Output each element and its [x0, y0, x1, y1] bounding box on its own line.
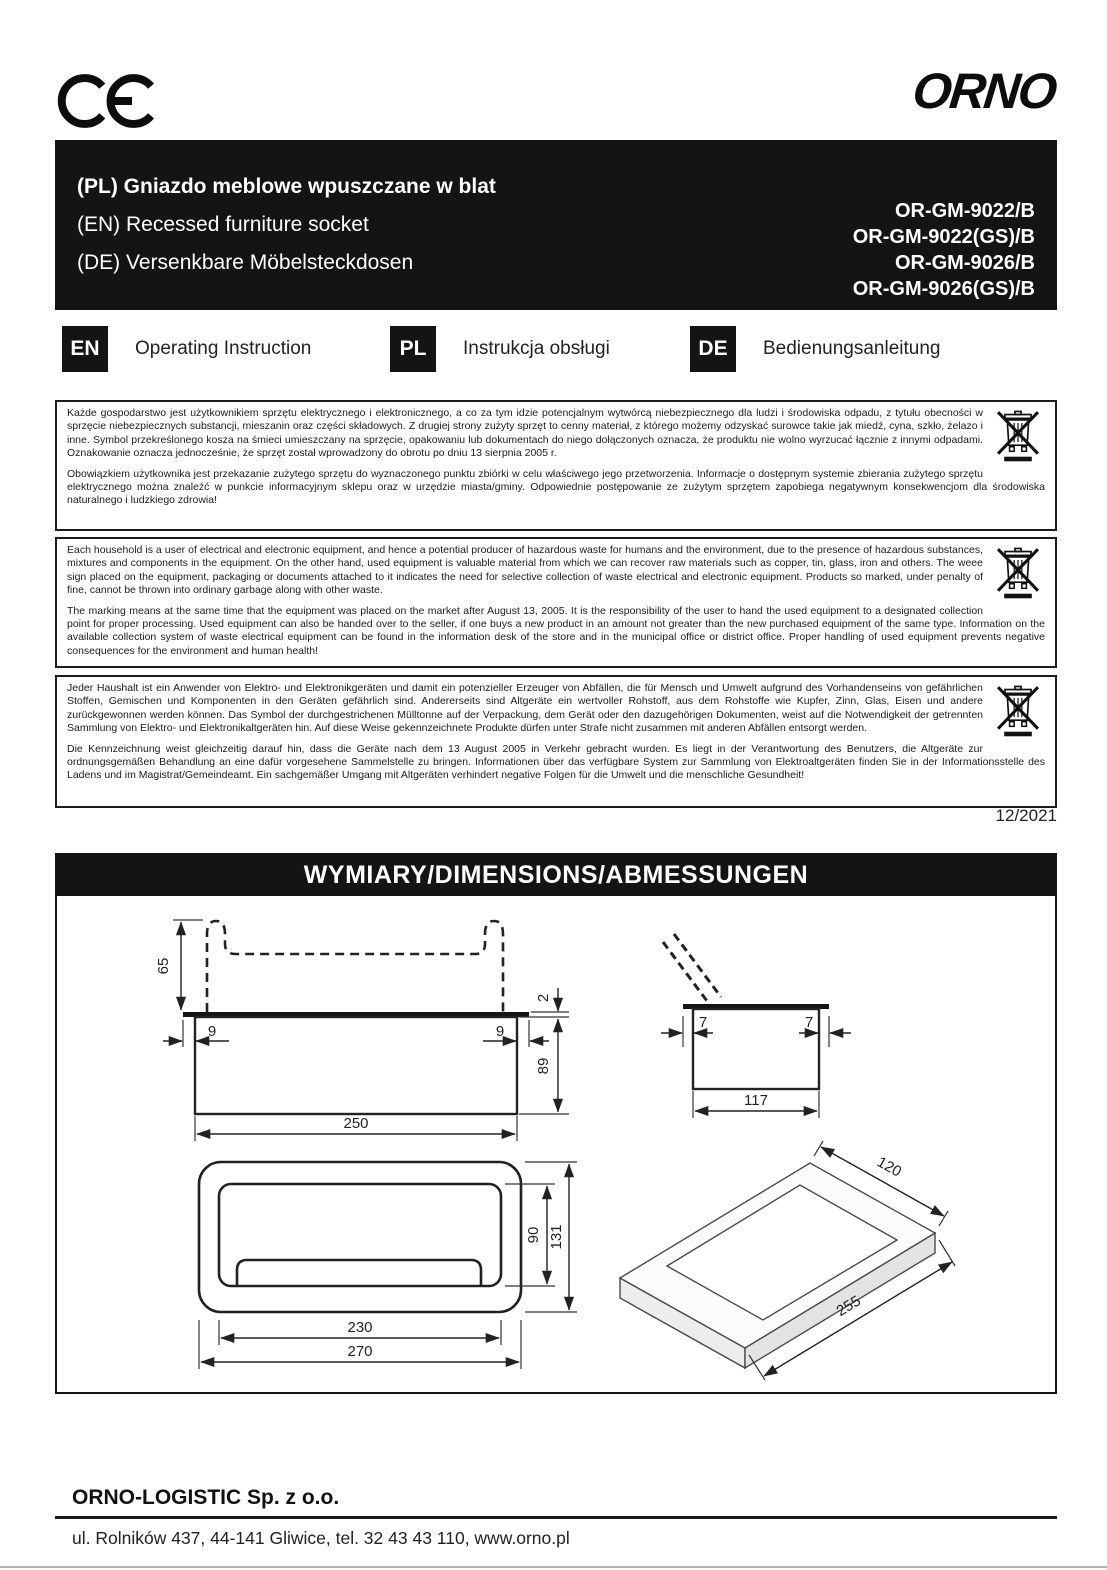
notice-paragraph: Each household is a user of electrical and electronic equipment, and hence a potential producer of hazardous waste for humans and the environment, due to the presence of hazardous substances, mixtures and components in the equipment. On the other hand, used equipment is valuable material from which we can recover raw materials such as copper, tin, glass, iron and others. The weee sign placed on the equipment, packaging or documents attached to it indicates the need for selective collection of waste electrical and electronic equipment. Products so marked, under penalty of fine, cannot be thrown into ordinary garbage along with other waste. — [67, 544, 983, 597]
end-view-drawing — [613, 906, 1043, 1146]
footer-divider — [55, 1516, 1057, 1519]
dim-label: 120 — [874, 1153, 905, 1181]
cutout-isometric-drawing — [595, 1138, 1065, 1388]
side-view-drawing — [145, 906, 605, 1146]
language-row — [55, 326, 1057, 376]
product-title-de: (DE) Versenkbare Möbelsteckdosen — [77, 251, 414, 274]
footer-address: ul. Rolników 437, 44-141 Gliwice, tel. 32 43 43 110, www.orno.pl — [72, 1528, 570, 1548]
product-title-pl: (PL) Gniazdo meblowe wpuszczane w blat — [77, 175, 496, 198]
language-item-de — [690, 326, 941, 372]
weee-crossed-bin-icon — [995, 545, 1041, 601]
top-view-drawing — [149, 1148, 599, 1391]
notice-paragraph: Każde gospodarstwo jest użytkownikiem sprzętu elektrycznego i elektronicznego, a co za tym idzie potencjalnym wytwórcą niebezpiecznego dla ludzi i środowiska odpadu, z tytułu obecności w sprzęcie niebezpiecznych substancji, mieszanin oraz części składowych. Z drugiej strony zużyty sprzęt to cenny materiał, z którego możemy odzyskać surowce takie jak miedź, cyna, szkło, żelazo i inne. Symbol przekreślonego kosza na śmieci umieszczany na sprzęcie, opakowaniu lub dokumentach do niego dołączonych oznacza, że produktu nie wolno wyrzucać łącznie z innymi odpadami. Oznakowanie oznacza jednocześnie, że sprzęt został wprowadzony do obrotu po dniu 13 sierpnia 2005 r. — [67, 407, 983, 460]
weee-notice-en — [55, 537, 1057, 668]
model-number: OR-GM-9026(GS)/B — [852, 278, 1035, 300]
dimension-drawings — [57, 896, 1055, 1390]
dim-label: 131 — [548, 1224, 565, 1250]
dim-label: 270 — [347, 1343, 373, 1360]
model-number: OR-GM-9022/B — [894, 200, 1035, 222]
weee-crossed-bin-icon — [995, 408, 1041, 464]
ce-mark-logo — [56, 70, 160, 132]
lang-label-pl: Instrukcja obsługi — [463, 338, 610, 359]
dim-label: 2 — [535, 993, 552, 1003]
model-number: OR-GM-9026/B — [894, 252, 1035, 274]
issue-date: 12/2021 — [995, 806, 1057, 825]
model-number: OR-GM-9022(GS)/B — [852, 226, 1035, 248]
dim-label: 89 — [535, 1057, 552, 1075]
dim-label: 255 — [833, 1292, 864, 1320]
dim-label: 90 — [525, 1226, 542, 1244]
lang-label-de: Bedienungsanleitung — [763, 338, 941, 359]
lang-badge-en: EN — [62, 326, 108, 372]
product-header — [55, 140, 1057, 310]
notice-paragraph: Die Kennzeichnung weist gleichzeitig darauf hin, dass die Geräte nach dem 13 August 2005 in Verkehr gebracht wurden. Es liegt in der Verantwortung des Benutzers, die Altgeräte zur ordnungsgemäßen Behandlung an eine dafür vorgesehene Sammelstelle zu bringen. Informationen über das verfügbare System zur Sammlung von Elektroaltgeräten finden Sie in der Informationsstelle des Ladens und im Magistrat/Gemeindeamt. Ein sachgemäßer Umgang mit Altgeräten verhindert negative Folgen für die Umwelt und die menschliche Gesundheit! — [67, 742, 1045, 782]
page-bottom-edge — [0, 1566, 1107, 1568]
product-title-en: (EN) Recessed furniture socket — [77, 213, 369, 236]
dim-label: 9 — [207, 1023, 217, 1040]
product-titles — [77, 168, 496, 282]
dim-label: 7 — [804, 1014, 814, 1031]
weee-crossed-bin-icon — [995, 683, 1041, 739]
notice-paragraph: Obowiązkiem użytkownika jest przekazanie zużytego sprzętu do wyznaczonego punktu zbiórki w celu właściwego jego przetworzenia. Informacje o dostępnym systemie zbierania zużytego sprzętu elektrycznego można znaleźć w punkcie informacyjnym sklepu oraz w urzędzie miasta/gminy. Odpowiednie postępowanie ze zużytym sprzętem zapobiega negatywnym konsekwencjom dla środowiska naturalnego i ludzkiego zdrowia! — [67, 467, 1045, 507]
language-item-pl — [390, 326, 610, 372]
dim-label: 7 — [698, 1014, 708, 1031]
dimensions-section — [55, 853, 1057, 1394]
notice-paragraph: The marking means at the same time that the equipment was placed on the market after August 13, 2005. It is the responsibility of the user to hand the used equipment to a designated collection point for proper processing. Used equipment can also be handed over to the seller, if one buys a new product in an amount not greater than the new purchased equipment of the same type. Information on the available collection system of waste electrical equipment can be found in the information desk of the store and in the municipal office or district office. Proper handling of used equipment prevents negative consequences for the environment and human health! — [67, 604, 1045, 657]
dim-label: 9 — [495, 1023, 505, 1040]
dim-label: 65 — [155, 957, 172, 975]
dim-label: 230 — [347, 1319, 373, 1336]
weee-notice-pl — [55, 400, 1057, 531]
dimensions-title: WYMIARY/DIMENSIONS/ABMESSUNGEN — [57, 855, 1055, 896]
model-number-list — [853, 198, 1035, 302]
orno-logo: ORNO — [910, 63, 1058, 119]
dim-label: 117 — [744, 1092, 768, 1109]
lang-badge-de: DE — [690, 326, 736, 372]
lang-label-en: Operating Instruction — [135, 338, 312, 359]
footer-company-name: ORNO-LOGISTIC Sp. z o.o. — [72, 1486, 340, 1509]
language-item-en — [62, 326, 311, 372]
notice-paragraph: Jeder Haushalt ist ein Anwender von Elektro- und Elektronikgeräten und damit ein potenzieller Erzeuger von Abfällen, die für Mensch und Umwelt aufgrund des Vorhandenseins von gefährlichen Stoffen, Gemischen und Komponenten in den Geräten gefährlich sind. Andererseits sind Altgeräte ein wertvoller Rohstoff, aus dem Rohstoffe wie Kupfer, Zinn, Glas, Eisen und andere zurückgewonnen werden können. Das Symbol der durchgestrichenen Mülltonne auf der Verpackung, dem Gerät oder den dazugehörigen Dokumenten, weist auf die Notwendigkeit der getrennten Sammlung von Elektro- und Elektronikaltgeräten hin. Auf diese Weise gekennzeichnete Produkte dürfen unter Strafe nicht zusammen mit anderen Abfällen entsorgt werden. — [67, 682, 983, 735]
dim-label: 250 — [343, 1115, 369, 1132]
lang-badge-pl: PL — [390, 326, 436, 372]
weee-notice-de — [55, 675, 1057, 808]
